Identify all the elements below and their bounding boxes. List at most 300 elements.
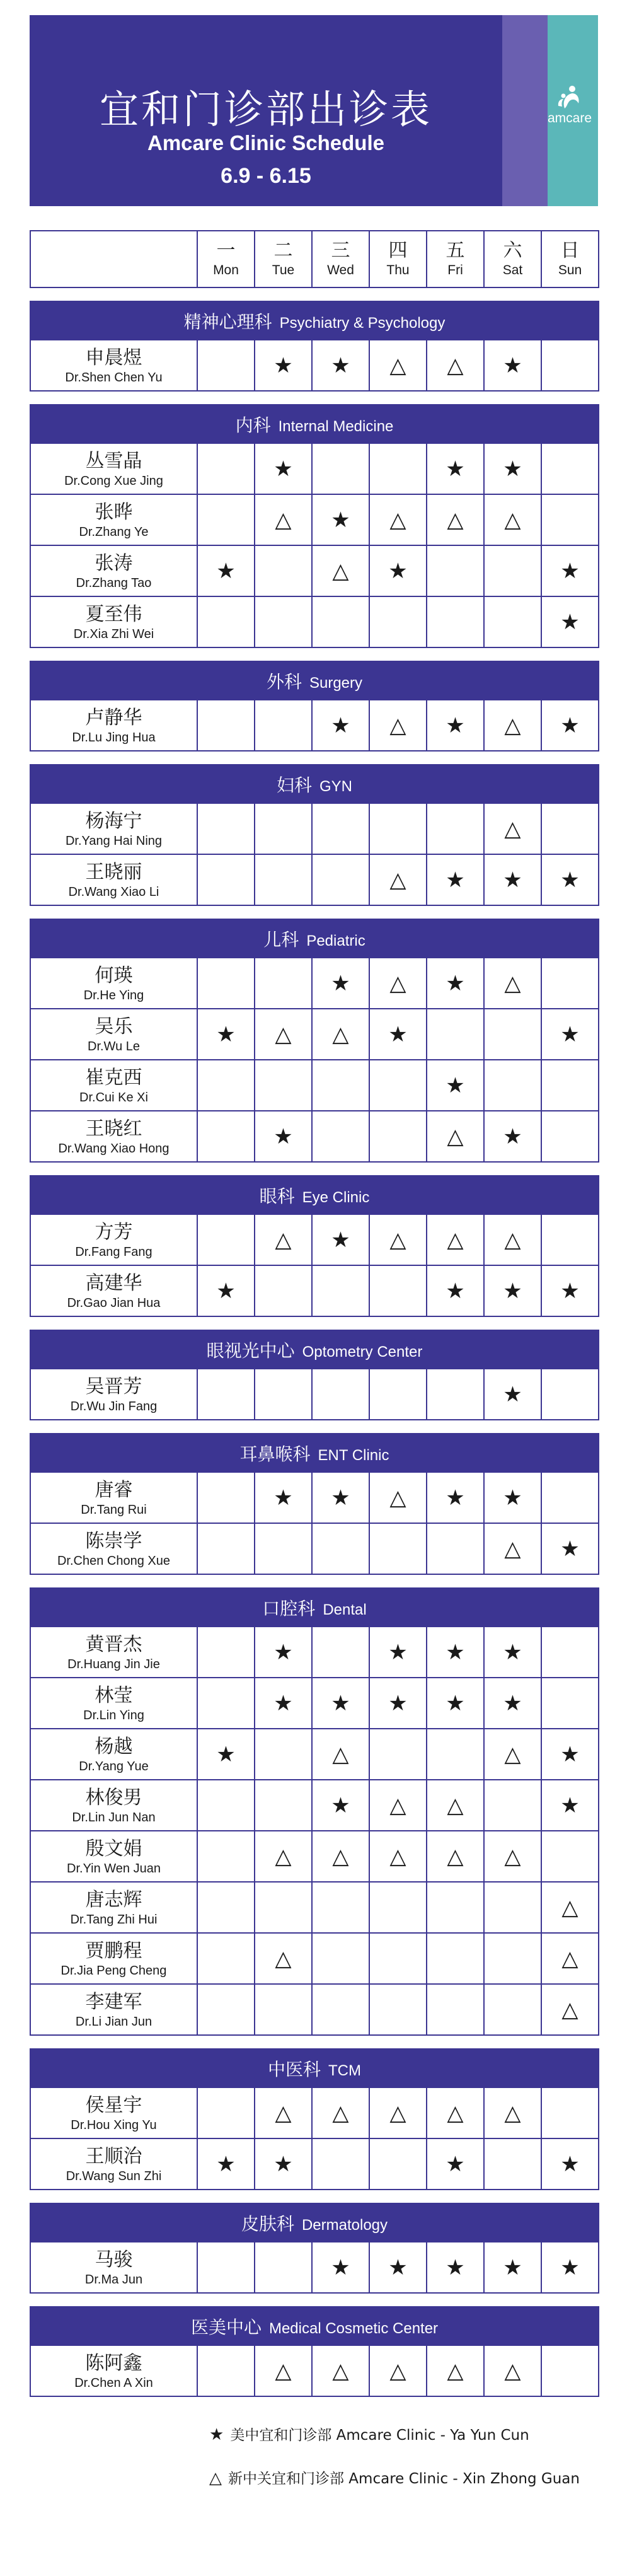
triangle-icon: △ [389, 867, 406, 893]
schedule-cell-sun [541, 1369, 599, 1420]
doctor-name-en: Dr.Chen Chong Xue [57, 1553, 170, 1568]
department-header [30, 765, 599, 803]
triangle-icon: △ [504, 970, 521, 996]
doctor-name-cell [30, 1984, 197, 2035]
doctor-name-zh: 王晓红 [85, 1117, 142, 1140]
department-name-en: Surgery [309, 674, 363, 692]
schedule-cell-sat [484, 2087, 541, 2138]
doctor-name-zh: 卢静华 [85, 706, 142, 729]
schedule-cell-sun [541, 1984, 599, 2035]
schedule-cell-fri [427, 1984, 484, 2035]
department-header [30, 2307, 599, 2345]
doctor-name-cell [30, 700, 197, 751]
schedule-cell-sat [484, 1472, 541, 1523]
schedule-cell-wed [312, 2345, 369, 2396]
doctor-row [30, 700, 599, 751]
doctor-name-cell [30, 494, 197, 545]
triangle-icon: △ [504, 816, 521, 842]
star-icon: ★ [216, 1278, 236, 1304]
schedule-cell-thu [369, 1523, 427, 1574]
schedule-cell-wed [312, 1060, 369, 1111]
section-spacer [30, 647, 599, 661]
doctor-name-cell [30, 1831, 197, 1882]
doctor-name-en: Dr.Tang Zhi Hui [70, 1912, 158, 1927]
schedule-cell-sat [484, 958, 541, 1009]
doctor-name-zh: 马骏 [95, 2248, 133, 2271]
doctor-name-zh: 丛雪晶 [85, 450, 142, 472]
schedule-cell-wed [312, 1472, 369, 1523]
triangle-icon: △ [275, 1946, 292, 1971]
schedule-cell-sun [541, 1472, 599, 1523]
schedule-cell-sun [541, 1780, 599, 1831]
department-name-en: Eye Clinic [302, 1188, 370, 1206]
star-icon: ★ [388, 1021, 408, 1047]
department-name-zh: 眼视光中心 [206, 1340, 295, 1361]
schedule-cell-wed [312, 1984, 369, 2035]
star-icon: ★ [216, 2151, 236, 2177]
schedule-cell-tue [255, 340, 312, 391]
department-title [30, 1434, 599, 1472]
schedule-cell-mon [197, 1369, 255, 1420]
schedule-cell-mon [197, 958, 255, 1009]
schedule-cell-tue [255, 1214, 312, 1265]
triangle-icon: △ [332, 558, 349, 584]
doctor-name-zh: 黄晋杰 [85, 1633, 142, 1656]
doctor-row [30, 545, 599, 596]
triangle-icon: △ [447, 1123, 464, 1149]
schedule-cell-tue [255, 700, 312, 751]
schedule-cell-wed [312, 1214, 369, 1265]
day-label-en: Thu [386, 263, 410, 277]
department-header [30, 1330, 599, 1369]
star-icon: ★ [331, 1792, 350, 1818]
schedule-cell-mon [197, 1009, 255, 1060]
schedule-cell-mon [197, 1678, 255, 1729]
date-range: 6.9 - 6.15 [221, 164, 311, 188]
schedule-cell-tue [255, 854, 312, 905]
day-label-zh: 二 [273, 240, 293, 262]
star-icon: ★ [446, 1278, 465, 1304]
department-title [30, 1330, 599, 1369]
department-title [30, 301, 599, 340]
doctor-name-zh: 王晓丽 [85, 861, 142, 883]
doctor-row [30, 1831, 599, 1882]
triangle-icon: △ [389, 970, 406, 996]
doctor-row [30, 494, 599, 545]
triangle-icon: △ [389, 2100, 406, 2126]
doctor-row [30, 1111, 599, 1162]
schedule-cell-thu [369, 443, 427, 494]
star-icon: ★ [273, 1485, 293, 1511]
schedule-cell-fri [427, 2087, 484, 2138]
schedule-cell-sun [541, 494, 599, 545]
star-icon: ★ [446, 1485, 465, 1511]
schedule-table-wrapper [30, 230, 598, 2397]
schedule-cell-sun [541, 2242, 599, 2293]
schedule-cell-thu [369, 1214, 427, 1265]
schedule-cell-thu [369, 1780, 427, 1831]
schedule-cell-sun [541, 1729, 599, 1780]
doctor-name-zh: 陈阿鑫 [85, 2352, 142, 2374]
star-icon: ★ [446, 970, 465, 996]
schedule-cell-sun [541, 545, 599, 596]
doctor-name-zh: 唐睿 [95, 1478, 133, 1501]
triangle-icon: △ [275, 2100, 292, 2126]
day-header-thu [369, 231, 427, 287]
doctor-row [30, 1472, 599, 1523]
schedule-cell-wed [312, 596, 369, 647]
doctor-name-cell [30, 958, 197, 1009]
department-title [30, 2049, 599, 2087]
schedule-cell-thu [369, 1882, 427, 1933]
department-name-en: Psychiatry & Psychology [279, 314, 446, 332]
doctor-row [30, 1265, 599, 1316]
department-title [30, 765, 599, 803]
schedule-cell-wed [312, 545, 369, 596]
section-spacer [30, 2035, 599, 2049]
star-icon: ★ [331, 1485, 350, 1511]
schedule-cell-sun [541, 1678, 599, 1729]
department-title [30, 1176, 599, 1214]
department-title [30, 1588, 599, 1627]
doctor-row [30, 2345, 599, 2396]
star-icon: ★ [388, 558, 408, 584]
schedule-cell-fri [427, 1265, 484, 1316]
doctor-row [30, 2087, 599, 2138]
schedule-cell-sun [541, 1111, 599, 1162]
doctor-name-cell [30, 803, 197, 854]
doctor-name-cell [30, 1009, 197, 1060]
doctor-name-zh: 林莹 [95, 1684, 133, 1707]
schedule-cell-thu [369, 1472, 427, 1523]
triangle-icon: △ [389, 1227, 406, 1253]
doctor-row [30, 854, 599, 905]
department-name-en: Dental [323, 1601, 367, 1618]
star-icon: ★ [503, 2254, 522, 2280]
day-header-sun [541, 231, 599, 287]
schedule-cell-sat [484, 1214, 541, 1265]
triangle-icon: △ [332, 2358, 349, 2384]
section-spacer [30, 391, 599, 405]
schedule-cell-mon [197, 596, 255, 647]
doctor-name-cell [30, 2242, 197, 2293]
schedule-table [30, 230, 599, 2397]
star-icon: ★ [503, 1123, 522, 1149]
schedule-cell-sat [484, 1060, 541, 1111]
schedule-header [30, 15, 598, 206]
schedule-cell-tue [255, 803, 312, 854]
star-icon: ★ [216, 558, 236, 584]
schedule-cell-sat [484, 443, 541, 494]
triangle-icon: △ [275, 1843, 292, 1869]
doctor-name-zh: 高建华 [85, 1272, 142, 1294]
doctor-row [30, 1523, 599, 1574]
star-icon: ★ [446, 456, 465, 482]
section-spacer [30, 1162, 599, 1176]
doctor-name-cell [30, 340, 197, 391]
corner-cell [30, 231, 197, 287]
schedule-cell-wed [312, 1627, 369, 1678]
triangle-icon: △ [561, 1946, 578, 1971]
doctor-name-en: Dr.Gao Jian Hua [67, 1296, 161, 1310]
schedule-cell-fri [427, 958, 484, 1009]
schedule-cell-thu [369, 1627, 427, 1678]
schedule-cell-fri [427, 1060, 484, 1111]
doctor-name-en: Dr.Yang Yue [79, 1759, 149, 1773]
doctor-row [30, 1933, 599, 1984]
schedule-cell-sat [484, 1627, 541, 1678]
day-header-mon [197, 231, 255, 287]
doctor-name-cell [30, 443, 197, 494]
schedule-cell-sat [484, 1933, 541, 1984]
department-name-zh: 医美中心 [190, 2316, 262, 2338]
legend-text: 美中宜和门诊部 Amcare Clinic - Ya Yun Cun [230, 2427, 529, 2444]
schedule-cell-wed [312, 1523, 369, 1574]
legend [30, 2423, 598, 2510]
doctor-name-en: Dr.Wang Xiao Li [68, 885, 159, 899]
section-spacer [30, 751, 599, 765]
amcare-logo [541, 84, 598, 126]
doctor-name-cell [30, 1729, 197, 1780]
day-label-zh: 六 [503, 240, 522, 262]
department-name-zh: 精神心理科 [183, 311, 272, 332]
schedule-cell-sat [484, 2242, 541, 2293]
schedule-cell-thu [369, 700, 427, 751]
schedule-cell-sun [541, 2087, 599, 2138]
star-icon: ★ [446, 1072, 465, 1098]
schedule-cell-sat [484, 700, 541, 751]
schedule-cell-sat [484, 545, 541, 596]
amcare-family-icon [556, 84, 584, 110]
triangle-icon: △ [389, 712, 406, 738]
schedule-cell-thu [369, 2138, 427, 2190]
schedule-cell-wed [312, 494, 369, 545]
day-label-zh: 五 [446, 240, 465, 262]
star-icon: ★ [273, 2151, 293, 2177]
triangle-icon: △ [332, 1843, 349, 1869]
schedule-cell-sun [541, 1523, 599, 1574]
schedule-cell-thu [369, 1369, 427, 1420]
schedule-cell-fri [427, 1729, 484, 1780]
legend-item [209, 2467, 598, 2488]
schedule-cell-mon [197, 1729, 255, 1780]
doctor-row [30, 596, 599, 647]
department-name-zh: 耳鼻喉科 [239, 1443, 311, 1465]
schedule-cell-wed [312, 443, 369, 494]
star-icon: ★ [273, 1123, 293, 1149]
department-name-en: ENT Clinic [318, 1446, 389, 1464]
schedule-cell-mon [197, 340, 255, 391]
triangle-icon: △ [209, 2469, 222, 2488]
schedule-cell-tue [255, 545, 312, 596]
schedule-cell-tue [255, 1111, 312, 1162]
day-label-zh: 一 [216, 240, 236, 262]
triangle-icon: △ [504, 1536, 521, 1562]
doctor-name-en: Dr.Cui Ke Xi [79, 1090, 148, 1105]
doctor-name-en: Dr.Xia Zhi Wei [73, 627, 154, 641]
schedule-cell-fri [427, 1678, 484, 1729]
doctor-name-cell [30, 1265, 197, 1316]
doctor-row [30, 958, 599, 1009]
triangle-icon: △ [332, 1021, 349, 1047]
schedule-cell-fri [427, 1523, 484, 1574]
doctor-name-cell [30, 854, 197, 905]
day-label-zh: 四 [388, 240, 408, 262]
doctor-row [30, 1729, 599, 1780]
schedule-cell-wed [312, 1009, 369, 1060]
doctor-name-en: Dr.Zhang Tao [76, 576, 152, 590]
star-icon: ★ [560, 2254, 580, 2280]
schedule-cell-sat [484, 1882, 541, 1933]
schedule-cell-fri [427, 494, 484, 545]
schedule-cell-wed [312, 1678, 369, 1729]
schedule-cell-wed [312, 958, 369, 1009]
schedule-cell-tue [255, 1678, 312, 1729]
doctor-name-zh: 唐志辉 [85, 1888, 142, 1911]
department-name-en: Dermatology [301, 2216, 388, 2234]
department-header [30, 1588, 599, 1627]
day-label-en: Fri [447, 263, 463, 277]
schedule-cell-tue [255, 2138, 312, 2190]
doctor-row [30, 1627, 599, 1678]
schedule-cell-mon [197, 1627, 255, 1678]
doctor-name-zh: 杨海宁 [85, 809, 142, 832]
doctor-name-cell [30, 1472, 197, 1523]
schedule-cell-fri [427, 1627, 484, 1678]
triangle-icon: △ [447, 1792, 464, 1818]
schedule-cell-fri [427, 596, 484, 647]
star-icon: ★ [503, 352, 522, 378]
section-spacer [30, 1316, 599, 1330]
schedule-cell-wed [312, 1729, 369, 1780]
department-header [30, 919, 599, 958]
schedule-cell-mon [197, 1523, 255, 1574]
schedule-cell-sun [541, 2345, 599, 2396]
star-icon: ★ [331, 970, 350, 996]
page-title-zh: 宜和门诊部出诊表 [99, 86, 432, 132]
schedule-cell-tue [255, 1627, 312, 1678]
doctor-name-zh: 杨越 [95, 1735, 133, 1758]
star-icon: ★ [503, 867, 522, 893]
schedule-cell-tue [255, 1523, 312, 1574]
doctor-name-zh: 夏至伟 [85, 603, 142, 625]
schedule-cell-fri [427, 340, 484, 391]
doctor-name-en: Dr.Yin Wen Juan [67, 1861, 161, 1876]
day-label-en: Sun [558, 263, 582, 277]
schedule-cell-sun [541, 854, 599, 905]
department-name-en: GYN [319, 777, 353, 795]
doctor-name-cell [30, 1214, 197, 1265]
page-title-en: Amcare Clinic Schedule [147, 131, 384, 154]
schedule-cell-sat [484, 596, 541, 647]
department-header [30, 2049, 599, 2087]
schedule-cell-fri [427, 1472, 484, 1523]
schedule-cell-tue [255, 1933, 312, 1984]
schedule-cell-tue [255, 1984, 312, 2035]
doctor-name-zh: 崔克西 [85, 1066, 142, 1089]
star-icon: ★ [273, 352, 293, 378]
day-label-en: Tue [272, 263, 295, 277]
day-label-zh: 日 [560, 240, 580, 262]
doctor-name-zh: 何瑛 [95, 964, 133, 987]
schedule-cell-sun [541, 1009, 599, 1060]
department-title [30, 2307, 599, 2345]
triangle-icon: △ [332, 2100, 349, 2126]
doctor-name-cell [30, 1780, 197, 1831]
triangle-icon: △ [504, 2100, 521, 2126]
schedule-cell-sun [541, 1882, 599, 1933]
star-icon: ★ [388, 1690, 408, 1716]
star-icon: ★ [331, 2254, 350, 2280]
section-spacer [30, 2190, 599, 2203]
schedule-cell-mon [197, 1882, 255, 1933]
star-icon: ★ [446, 1690, 465, 1716]
schedule-cell-sun [541, 340, 599, 391]
star-icon: ★ [503, 456, 522, 482]
schedule-cell-thu [369, 803, 427, 854]
schedule-cell-thu [369, 958, 427, 1009]
star-icon: ★ [209, 2425, 224, 2444]
doctor-name-en: Dr.Wu Le [88, 1039, 140, 1053]
doctor-name-en: Dr.Huang Jin Jie [67, 1657, 160, 1671]
day-label-en: Mon [213, 263, 239, 277]
schedule-cell-sat [484, 1780, 541, 1831]
doctor-name-en: Dr.Tang Rui [81, 1502, 147, 1517]
schedule-cell-mon [197, 1780, 255, 1831]
star-icon: ★ [331, 712, 350, 738]
star-icon: ★ [216, 1741, 236, 1767]
schedule-cell-sat [484, 1831, 541, 1882]
schedule-cell-tue [255, 1882, 312, 1933]
schedule-cell-mon [197, 1214, 255, 1265]
schedule-cell-wed [312, 340, 369, 391]
department-header [30, 1434, 599, 1472]
schedule-cell-wed [312, 1831, 369, 1882]
schedule-cell-thu [369, 545, 427, 596]
doctor-name-cell [30, 1627, 197, 1678]
schedule-cell-fri [427, 1882, 484, 1933]
doctor-name-zh: 侯星宇 [85, 2094, 142, 2116]
schedule-cell-thu [369, 494, 427, 545]
triangle-icon: △ [389, 352, 406, 378]
doctor-row [30, 2242, 599, 2293]
schedule-cell-fri [427, 803, 484, 854]
schedule-cell-mon [197, 1933, 255, 1984]
schedule-cell-tue [255, 1472, 312, 1523]
doctor-name-cell [30, 1882, 197, 1933]
schedule-cell-sat [484, 1369, 541, 1420]
schedule-cell-sat [484, 1678, 541, 1729]
schedule-cell-sun [541, 700, 599, 751]
schedule-cell-thu [369, 1933, 427, 1984]
doctor-name-zh: 李建军 [85, 1990, 142, 2013]
doctor-row [30, 1984, 599, 2035]
schedule-cell-fri [427, 1111, 484, 1162]
doctor-name-cell [30, 1060, 197, 1111]
doctor-name-cell [30, 2138, 197, 2190]
department-name-zh: 外科 [266, 671, 302, 692]
department-name-zh: 内科 [235, 414, 271, 436]
doctor-row [30, 1780, 599, 1831]
schedule-cell-fri [427, 1933, 484, 1984]
schedule-cell-tue [255, 1060, 312, 1111]
department-title [30, 2203, 599, 2242]
doctor-row [30, 1060, 599, 1111]
day-header-wed [312, 231, 369, 287]
schedule-cell-mon [197, 443, 255, 494]
doctor-name-cell [30, 1933, 197, 1984]
schedule-cell-sun [541, 2138, 599, 2190]
